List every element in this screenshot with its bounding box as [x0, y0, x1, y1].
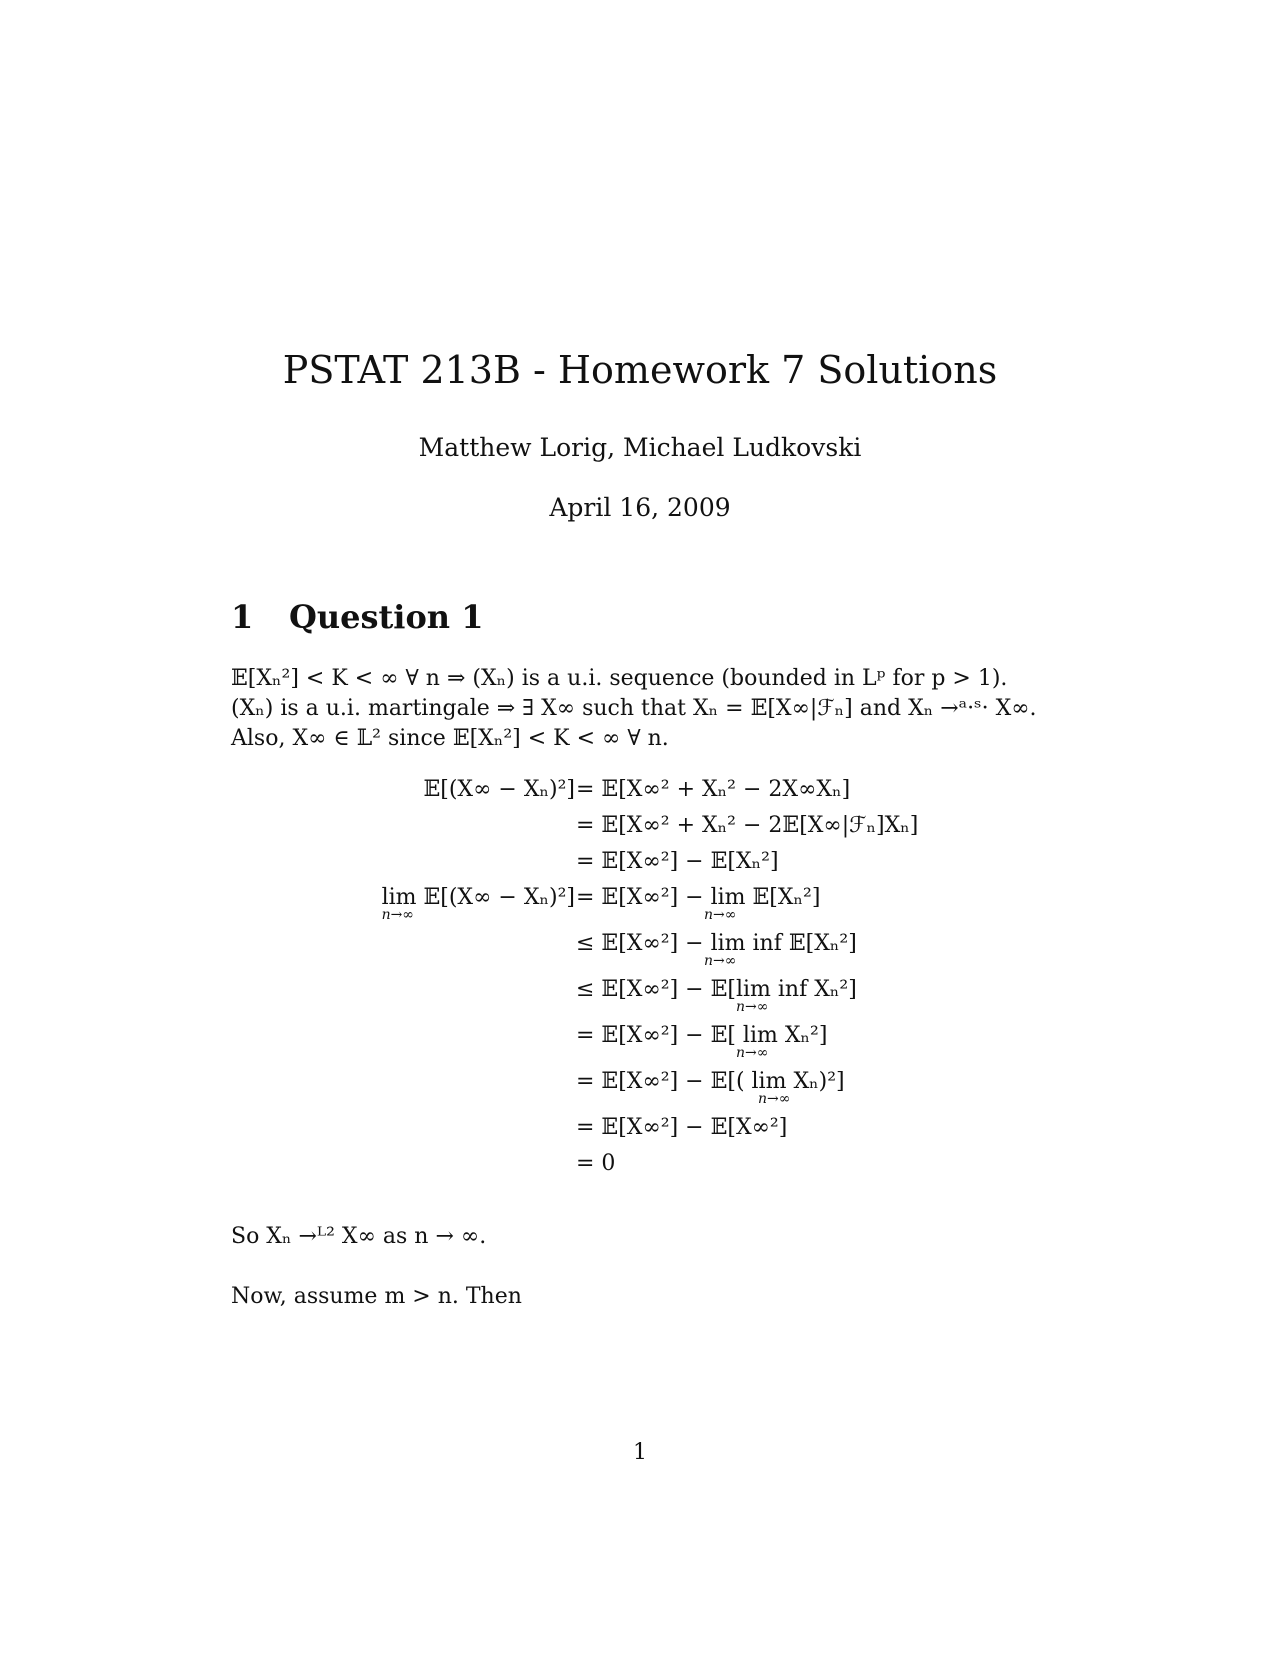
page-number: 1: [633, 1440, 647, 1465]
eq-rhs: = 0: [576, 1151, 616, 1176]
eq-rhs-lim-square: [576, 1023, 828, 1061]
eq-rhs-lim-inside: [576, 1069, 845, 1107]
intro-paragraph: [231, 664, 1037, 754]
eq-rhs-limit: [576, 885, 821, 923]
section-title: Question 1: [289, 598, 484, 636]
eq-rhs-text: ≤ 𝔼[X∞²] − 𝔼[lim inf Xₙ²]: [576, 977, 857, 1002]
limit-subscript: n→∞: [736, 999, 769, 1015]
eq-rhs-fatou: [576, 977, 857, 1015]
eq-rhs-text: = 𝔼[X∞²] − 𝔼[( lim Xₙ)²]: [576, 1069, 845, 1094]
eq-lhs-text: lim 𝔼[(X∞ − Xₙ)²]: [381, 885, 575, 910]
eq-rhs-text: ≤ 𝔼[X∞²] − lim inf 𝔼[Xₙ²]: [576, 931, 857, 956]
eq-rhs-text: = 𝔼[X∞²] − 𝔼[ lim Xₙ²]: [576, 1023, 828, 1048]
section-number: 1: [231, 598, 254, 636]
intro-line-2: (Xₙ) is a u.i. martingale ⇒ ∃ X∞ such that Xₙ = 𝔼[X∞|ℱₙ] and Xₙ →ᵃ·ˢ· X∞.: [231, 696, 1037, 721]
limit-subscript: n→∞: [704, 953, 737, 969]
limit-subscript: n→∞: [758, 1091, 791, 1107]
next-paragraph: Now, assume m > n. Then: [231, 1284, 522, 1309]
eq-rhs: = 𝔼[X∞²] − 𝔼[X∞²]: [576, 1115, 788, 1140]
intro-line-3: Also, X∞ ∈ 𝕃² since 𝔼[Xₙ²] < K < ∞ ∀ n.: [231, 726, 669, 751]
eq-rhs: = 𝔼[X∞² + Xₙ² − 2X∞Xₙ]: [576, 777, 851, 802]
authors: Matthew Lorig, Michael Ludkovski: [418, 433, 862, 462]
limit-subscript: n→∞: [381, 907, 414, 923]
eq-lhs-limit: [0, 885, 575, 923]
limit-subscript: n→∞: [736, 1045, 769, 1061]
eq-rhs-liminf: [576, 931, 857, 969]
limit-subscript: n→∞: [704, 907, 737, 923]
section-heading: [231, 598, 483, 636]
eq-rhs-text: = 𝔼[X∞²] − lim 𝔼[Xₙ²]: [576, 885, 821, 910]
intro-line-1: 𝔼[Xₙ²] < K < ∞ ∀ n ⇒ (Xₙ) is a u.i. sequence (bounded in Lᵖ for p > 1).: [231, 666, 1008, 691]
eq-rhs: = 𝔼[X∞² + Xₙ² − 2𝔼[X∞|ℱₙ]Xₙ]: [576, 813, 919, 838]
document-title: PSTAT 213B - Homework 7 Solutions: [282, 348, 998, 392]
date: April 16, 2009: [549, 493, 731, 522]
eq-rhs: = 𝔼[X∞²] − 𝔼[Xₙ²]: [576, 849, 779, 874]
conclusion-text: So Xₙ →ᴸ² X∞ as n → ∞.: [231, 1224, 487, 1249]
eq-lhs: 𝔼[(X∞ − Xₙ)²]: [423, 777, 575, 802]
